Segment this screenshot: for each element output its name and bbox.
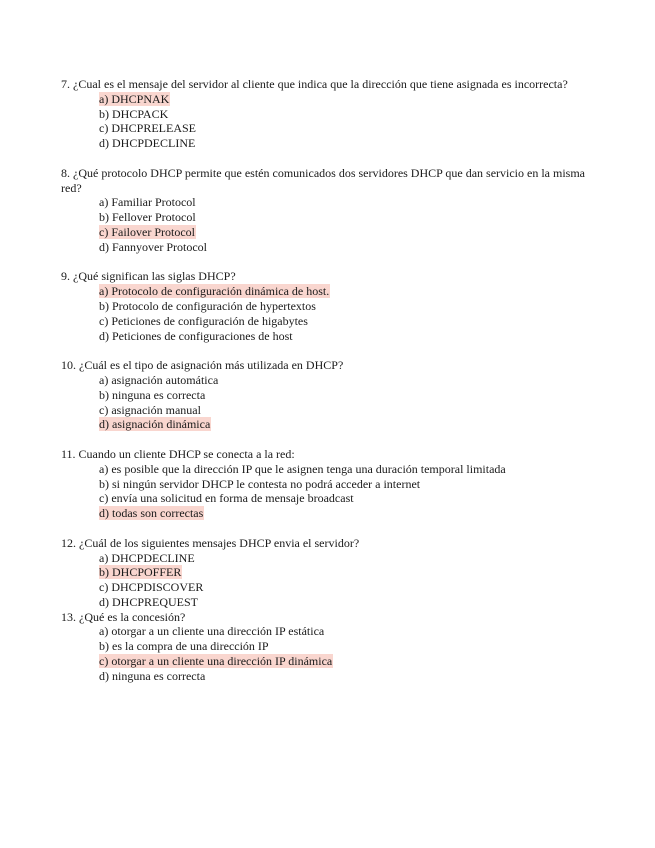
- answer-options: [61, 195, 601, 254]
- question-13: [61, 610, 601, 684]
- answer-option: a) asignación automática: [99, 372, 219, 387]
- answer-option-highlighted: a) DHCPNAK: [99, 91, 170, 106]
- question-text: 10. ¿Cuál es el tipo de asignación más utilizada en DHCP?: [61, 358, 344, 373]
- answer-option: b) si ningún servidor DHCP le contesta no podrá acceder a internet: [99, 476, 421, 491]
- answer-option-highlighted: d) asignación dinámica: [99, 417, 211, 432]
- question-12: [61, 536, 601, 610]
- spacer: [61, 343, 601, 358]
- question-text: 8. ¿Qué protocolo DHCP permite que estén comunicados dos servidores DHCP que dan servicio en la misma red?: [61, 165, 585, 195]
- answer-options: [61, 551, 601, 610]
- answer-option: b) DHCPACK: [99, 106, 169, 121]
- answer-option: b) Fellover Protocol: [99, 210, 196, 225]
- answer-option: a) es posible que la dirección IP que le asignen tenga una duración temporal limitada: [99, 461, 506, 476]
- question-9: [61, 269, 601, 343]
- question-text: 9. ¿Qué significan las siglas DHCP?: [61, 269, 236, 284]
- answer-option: d) ninguna es correcta: [99, 668, 206, 683]
- answer-option: d) Peticiones de configuraciones de host: [99, 328, 293, 343]
- answer-option: d) DHCPREQUEST: [99, 594, 199, 609]
- answer-options: [61, 92, 601, 151]
- answer-option: b) Protocolo de configuración de hypertextos: [99, 298, 316, 313]
- answer-options: [61, 462, 601, 521]
- answer-option: d) Fannyover Protocol: [99, 239, 207, 254]
- answer-option: b) es la compra de una dirección IP: [99, 639, 269, 654]
- answer-option-highlighted: b) DHCPOFFER: [99, 565, 182, 580]
- quiz-page: [61, 77, 601, 684]
- spacer: [61, 151, 601, 166]
- answer-options: [61, 624, 601, 683]
- question-11: [61, 447, 601, 521]
- answer-option-highlighted: c) Failover Protocol: [99, 224, 195, 239]
- answer-option: a) DHCPDECLINE: [99, 550, 195, 565]
- answer-option: d) DHCPDECLINE: [99, 136, 196, 151]
- spacer: [61, 521, 601, 536]
- question-10: [61, 358, 601, 432]
- answer-option: a) otorgar a un cliente una dirección IP estática: [99, 624, 325, 639]
- answer-option: c) DHCPDISCOVER: [99, 580, 204, 595]
- answer-option-highlighted: a) Protocolo de configuración dinámica de host.: [99, 284, 330, 299]
- answer-options: [61, 284, 601, 343]
- answer-option: c) envía una solicitud en forma de mensaje broadcast: [99, 491, 354, 506]
- question-text: 11. Cuando un cliente DHCP se conecta a la red:: [61, 446, 295, 461]
- answer-option-highlighted: d) todas son correctas: [99, 506, 204, 521]
- spacer: [61, 432, 601, 447]
- answer-option-highlighted: c) otorgar a un cliente una dirección IP dinámica: [99, 654, 333, 669]
- answer-options: [61, 373, 601, 432]
- question-8: [61, 166, 601, 255]
- answer-option: c) asignación manual: [99, 402, 201, 417]
- question-text: 12. ¿Cuál de los siguientes mensajes DHCP envia el servidor?: [61, 535, 360, 550]
- answer-option: c) Peticiones de configuración de higabytes: [99, 313, 308, 328]
- spacer: [61, 255, 601, 270]
- question-text: 13. ¿Qué es la concesión?: [61, 609, 186, 624]
- answer-option: a) Familiar Protocol: [99, 195, 196, 210]
- answer-option: c) DHCPRELEASE: [99, 121, 196, 136]
- question-7: [61, 77, 601, 151]
- answer-option: b) ninguna es correcta: [99, 387, 206, 402]
- question-text: 7. ¿Cual es el mensaje del servidor al cliente que indica que la dirección que tiene asignada es incorrecta?: [61, 77, 568, 91]
